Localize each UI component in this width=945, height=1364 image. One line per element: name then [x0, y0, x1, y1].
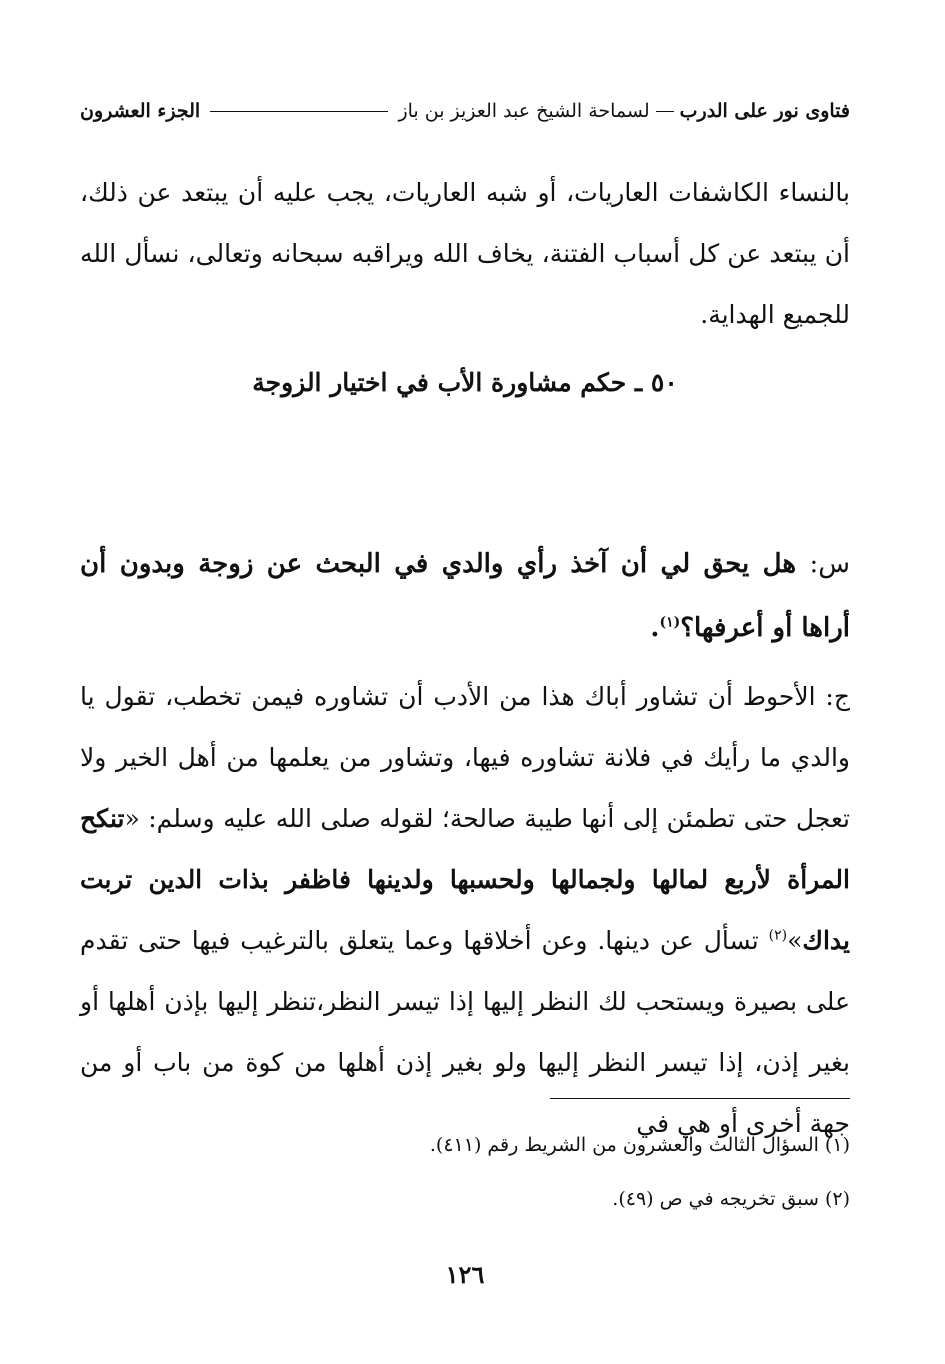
page-number: ١٢٦	[445, 1260, 485, 1289]
header-dash	[656, 111, 674, 112]
question-text: هل يحق لي أن آخذ رأي والدي في البحث عن زوجة وبدون أن أراها أو أعرفها؟	[80, 549, 850, 643]
section-heading: ٥٠ ـ حكم مشاورة الأب في اختيار الزوجة	[252, 368, 678, 397]
footnote-1: (١) السؤال الثالث والعشرون من الشريط رقم (٤١١).	[429, 1134, 850, 1156]
footnote-2: (٢) سبق تخريجه في ص (٤٩).	[612, 1188, 850, 1210]
header-part: الجزء العشرون	[80, 100, 201, 122]
header-rule	[210, 111, 388, 112]
hadith-quote: تنكح المرأة لأربع لمالها ولجمالها ولحسبها ولدينها فاظفر بذات الدين تربت يداك	[80, 804, 850, 955]
footnotes	[80, 1118, 850, 1226]
footnote-separator	[550, 1098, 850, 1099]
question-paragraph	[80, 532, 850, 660]
intro-paragraph: بالنساء الكاشفات العاريات، أو شبه العاريات، يجب عليه أن يبتعد عن ذلك، أن يبتعد عن كل أسباب الفتنة، يخاف الله ويراقبه سبحانه وتعالى، نسأل الله للجميع الهداية.	[80, 178, 850, 329]
answer-part1: ج: الأحوط أن تشاور أباك هذا من الأدب أن تشاوره فيمن تخطب، تقول يا والدي ما رأيك في فلانة تشاوره فيها، وتشاور من يعلمها من أهل الخير ولا تعجل حتى تطمئن إلى أنها طيبة صالحة؛ لقوله صلى الله عليه وسلم: «	[80, 682, 850, 833]
footnote-ref-1[interactable]: (١)	[659, 614, 681, 631]
answer-part2: تسأل عن دينها. وعن أخلاقها وعما يتعلق بالترغيب فيها حتى تقدم على بصيرة ويستحب لك النظر إليها إذا تيسر النظر،تنظر إليها بإذن أهلها أو بغير إذن، إذا تيسر النظر إليها ولو بغير إذن أهلها من كوة من باب أو من جهة أخرى أو هي في	[80, 926, 850, 1138]
question-prefix: س:	[809, 549, 850, 579]
running-header	[80, 100, 850, 122]
answer-paragraph	[80, 666, 850, 1154]
book-page	[80, 88, 850, 1318]
question-end: .	[650, 613, 660, 643]
footnote-ref-2[interactable]: (٢)	[768, 927, 788, 944]
hadith-close: »	[787, 926, 803, 955]
header-author: لسماحة الشيخ عبد العزيز بن باز	[398, 100, 650, 122]
header-book-title: فتاوى نور على الدرب	[679, 100, 850, 122]
